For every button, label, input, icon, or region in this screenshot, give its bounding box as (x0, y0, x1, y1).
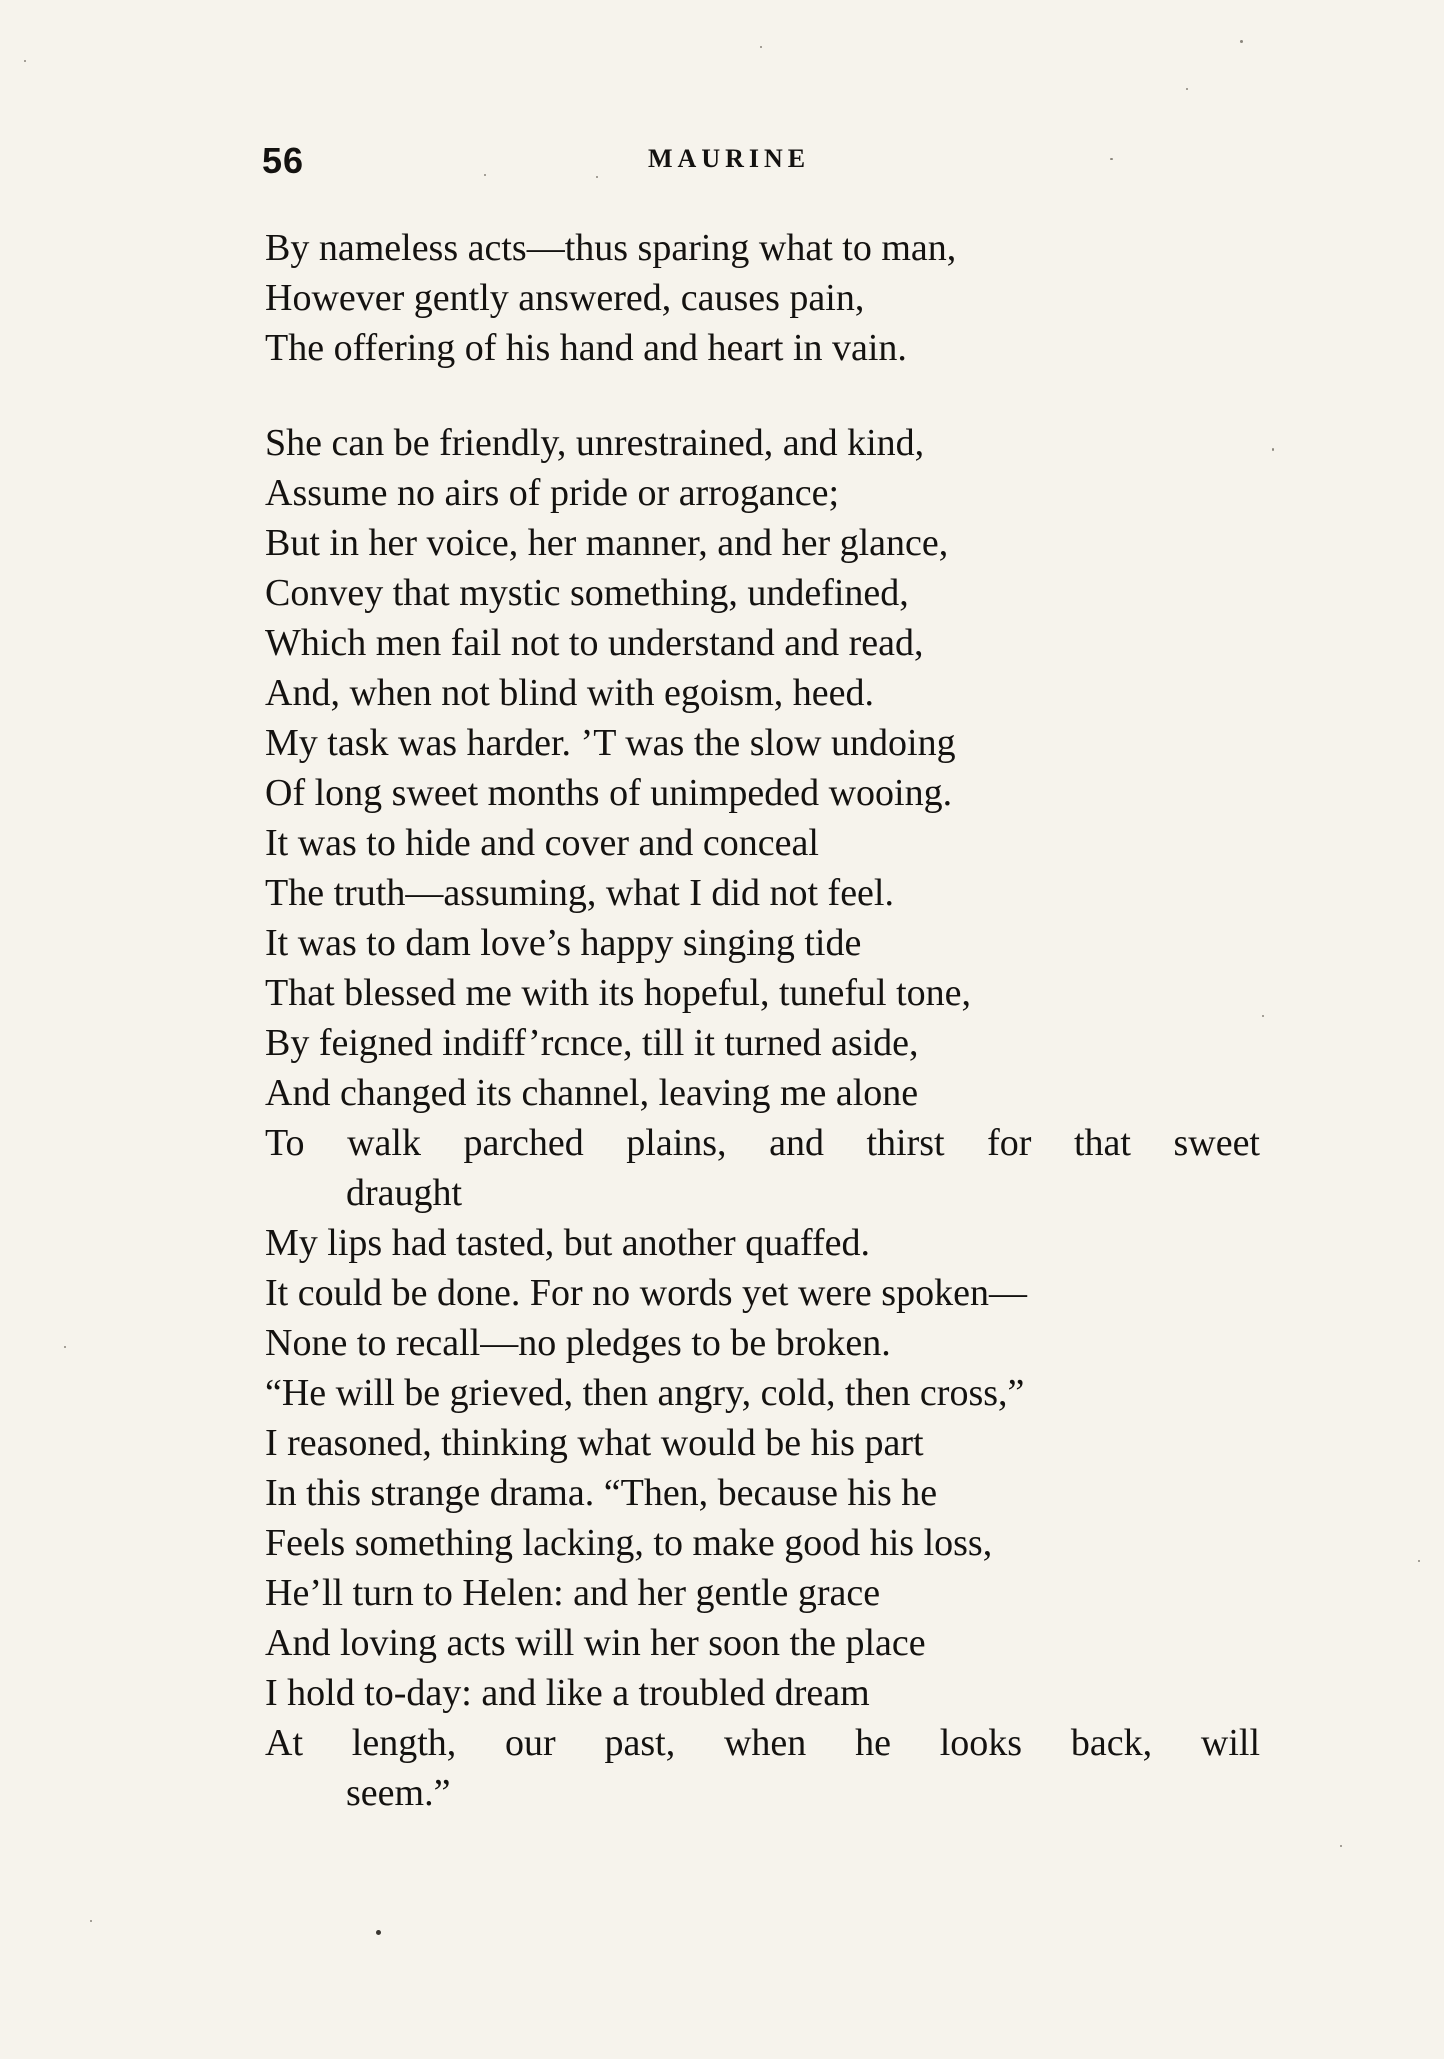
speck (1418, 1560, 1420, 1562)
speck (90, 1920, 92, 1922)
running-header (262, 140, 902, 190)
poem-line: That blessed me with its hopeful, tuneful tone, (265, 972, 972, 1014)
poem-line: I hold to-day: and like a troubled dream (265, 1672, 870, 1714)
poem-line: It was to hide and cover and conceal (265, 822, 819, 864)
poem-line: However gently answered, causes pain, (265, 277, 865, 319)
poem-line-turnover: draught (346, 1172, 463, 1214)
stanza (265, 223, 1265, 373)
page-number: 56 (262, 140, 305, 181)
speck (376, 1930, 381, 1935)
speck (760, 46, 762, 48)
poem-line: Convey that mystic something, undefined, (265, 572, 909, 614)
poem-line: He’ll turn to Helen: and her gentle grace (265, 1572, 881, 1614)
poem-line: Assume no airs of pride or arrogance; (265, 472, 840, 514)
speck (1240, 40, 1243, 43)
speck (1272, 448, 1274, 451)
poem-line: The offering of his hand and heart in vain. (265, 327, 907, 369)
poem-line: My task was harder. ’T was the slow undoing (265, 722, 956, 764)
poem-line: To walk parched plains, and thirst for that sweet (265, 1122, 1260, 1164)
poem-line: Of long sweet months of unimpeded wooing. (265, 772, 953, 814)
speck (64, 1346, 66, 1348)
poem-line: It could be done. For no words yet were spoken— (265, 1272, 1027, 1314)
poem-line-turnover: seem.” (346, 1772, 451, 1814)
stanza (265, 418, 1265, 1818)
poem-line: By feigned indiff’rcnce, till it turned aside, (265, 1022, 919, 1064)
running-title: MAURINE (648, 144, 811, 173)
poem-line: And loving acts will win her soon the place (265, 1622, 926, 1664)
poem-line: It was to dam love’s happy singing tide (265, 922, 862, 964)
poem-line: But in her voice, her manner, and her glance, (265, 522, 949, 564)
poem-line: At length, our past, when he looks back, will (265, 1722, 1260, 1764)
poem-line: My lips had tasted, but another quaffed. (265, 1222, 871, 1264)
poem-line: In this strange drama. “Then, because his he (265, 1472, 938, 1514)
speck (1340, 1845, 1342, 1847)
poem-line: She can be friendly, unrestrained, and kind, (265, 422, 925, 464)
speck (24, 60, 26, 62)
poem-line: “He will be grieved, then angry, cold, then cross,” (265, 1372, 1025, 1414)
poem-line: By nameless acts—thus sparing what to man, (265, 227, 957, 269)
poem-line: And changed its channel, leaving me alone (265, 1072, 919, 1114)
poem-line: And, when not blind with egoism, heed. (265, 672, 874, 714)
speck (1186, 88, 1188, 90)
speck (1110, 158, 1113, 160)
poem-line: None to recall—no pledges to be broken. (265, 1322, 891, 1364)
poem-line: The truth—assuming, what I did not feel. (265, 872, 894, 914)
poem-text (265, 223, 1265, 1863)
poem-line: Which men fail not to understand and read, (265, 622, 924, 664)
poem-line: Feels something lacking, to make good his loss, (265, 1522, 993, 1564)
poem-line: I reasoned, thinking what would be his part (265, 1422, 924, 1464)
